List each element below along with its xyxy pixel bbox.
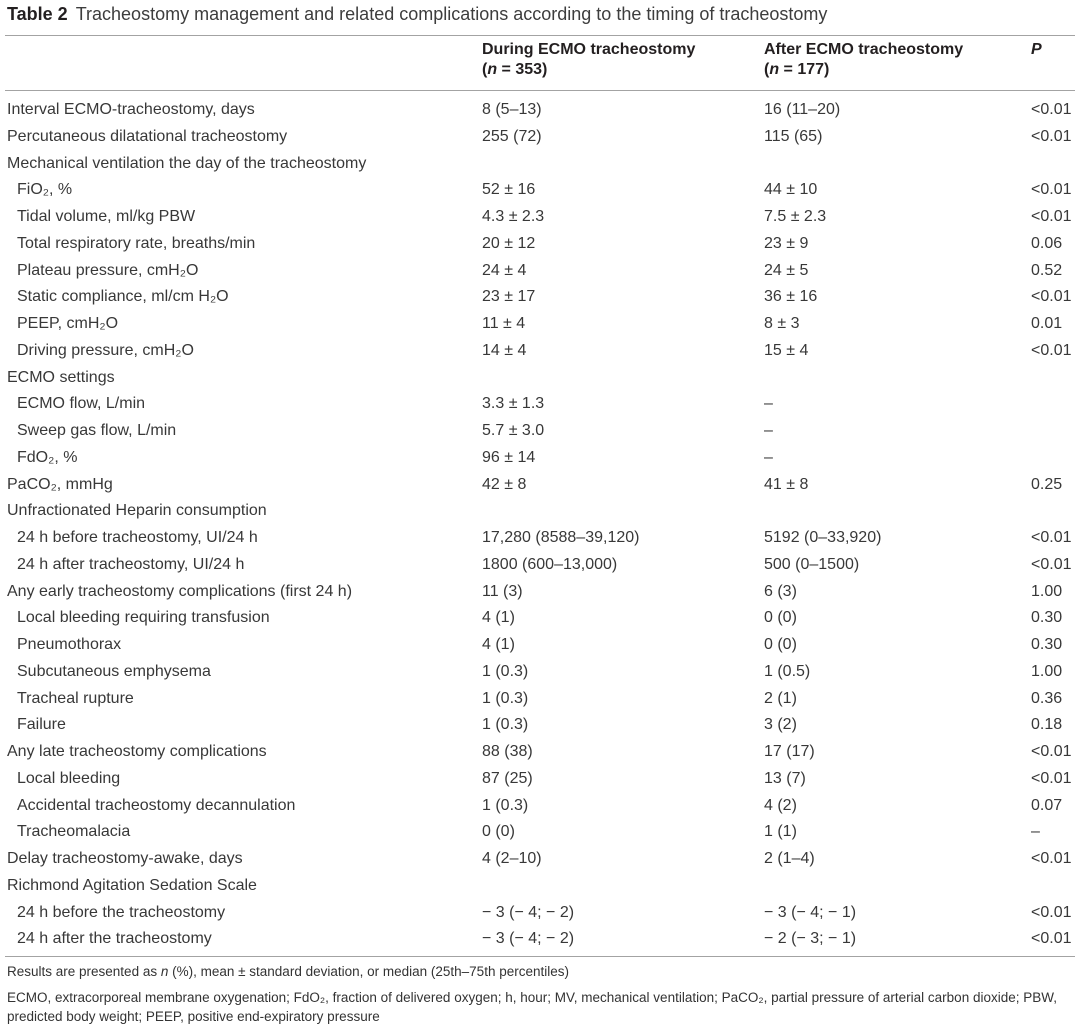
value-after-ecmo: 2 (1–4) — [764, 850, 815, 867]
row-label: Any early tracheostomy complications (first 24 h) — [7, 582, 353, 600]
row-label: Local bleeding requiring transfusion — [17, 609, 270, 627]
p-value: 1.00 — [1031, 662, 1063, 680]
value-after-ecmo — [764, 151, 1031, 178]
table-caption — [7, 0, 827, 28]
value-after-ecmo: 7.5 ± 2.3 — [764, 208, 827, 225]
table-subrow — [7, 418, 1073, 445]
header-variable-column — [7, 40, 482, 80]
row-label: Total respiratory rate, breaths/min — [17, 234, 256, 252]
row-label: Subcutaneous emphysema — [17, 662, 211, 680]
row-label: Accidental tracheostomy decannulation — [17, 796, 296, 814]
value-after-ecmo: 2 (1) — [764, 689, 797, 707]
value-during-ecmo: 11 (3) — [482, 582, 523, 600]
p-value — [1031, 418, 1073, 445]
row-label: 24 h after tracheostomy, UI/24 h — [17, 555, 245, 573]
row-label: Tracheal rupture — [17, 689, 134, 707]
row-label: Unfractionated Heparin consumption — [7, 502, 267, 520]
table-row — [7, 579, 1073, 606]
value-after-ecmo: 23 ± 9 — [764, 234, 809, 252]
footnote-abbreviations: ECMO, extracorporeal membrane oxygenation; FdO₂, fraction of delivered oxygen; h, hour; MV, mechanical ventilation; PaCO₂, partial pressure of arterial carbon dioxide; PBW, predicted body weight; PEEP, positive end-expiratory pressure — [7, 990, 1057, 1024]
value-after-ecmo: 5192 (0–33,920) — [764, 529, 882, 546]
p-value: <0.01 — [1031, 529, 1072, 546]
row-label: Sweep gas flow, L/min — [17, 422, 177, 439]
value-during-ecmo: 20 ± 12 — [482, 234, 536, 252]
p-value: 0.06 — [1031, 234, 1063, 252]
value-during-ecmo: 11 ± 4 — [482, 315, 526, 332]
value-during-ecmo: 1800 (600–13,000) — [482, 555, 618, 573]
table-subrow — [7, 632, 1073, 659]
value-during-ecmo — [482, 151, 764, 178]
table-row — [7, 472, 1073, 499]
row-label: Tidal volume, ml/kg PBW — [17, 208, 196, 225]
row-label: Plateau pressure, cmH₂O — [17, 261, 199, 279]
table-subrow — [7, 204, 1073, 231]
row-label: Local bleeding — [17, 769, 121, 787]
value-during-ecmo: 1 (0.3) — [482, 662, 529, 680]
value-during-ecmo — [482, 498, 764, 525]
table-section-row — [7, 498, 1073, 525]
footnote-presentation-symbol: n — [160, 964, 169, 979]
row-label: Richmond Agitation Sedation Scale — [7, 876, 257, 894]
value-after-ecmo: 115 (65) — [764, 127, 823, 145]
value-during-ecmo: 4 (1) — [482, 636, 515, 653]
p-value — [1031, 151, 1073, 178]
row-label: Tracheomalacia — [17, 823, 131, 841]
value-after-ecmo: – — [764, 448, 773, 466]
p-value: 0.01 — [1031, 315, 1063, 332]
table-subrow — [7, 391, 1073, 418]
sample-size-count: = 177) — [779, 61, 830, 78]
p-value: <0.01 — [1031, 555, 1072, 573]
header-after-ecmo — [764, 40, 1031, 80]
table-row — [7, 739, 1073, 766]
value-during-ecmo: 3.3 ± 1.3 — [482, 395, 545, 413]
p-value: <0.01 — [1031, 208, 1072, 225]
value-after-ecmo: 44 ± 10 — [764, 181, 818, 199]
value-during-ecmo: 255 (72) — [482, 127, 542, 145]
value-during-ecmo: 52 ± 16 — [482, 181, 536, 199]
p-value: <0.01 — [1031, 930, 1072, 948]
value-after-ecmo: 500 (0–1500) — [764, 555, 860, 573]
table-header-row — [7, 40, 1073, 80]
value-after-ecmo: – — [764, 422, 773, 439]
value-during-ecmo: 88 (38) — [482, 743, 533, 760]
table-subrow — [7, 900, 1073, 927]
value-after-ecmo: − 3 (− 4; − 1) — [764, 903, 857, 921]
table-subrow — [7, 284, 1073, 311]
value-after-ecmo: 13 (7) — [764, 769, 806, 787]
value-during-ecmo: 8 (5–13) — [482, 101, 542, 118]
table-subrow — [7, 338, 1073, 365]
row-label: Percutaneous dilatational tracheostomy — [7, 127, 288, 145]
p-value — [1031, 391, 1073, 418]
table-subrow — [7, 766, 1073, 793]
value-after-ecmo: 6 (3) — [764, 582, 797, 600]
row-label: Driving pressure, cmH₂O — [17, 341, 194, 359]
value-after-ecmo: 0 (0) — [764, 636, 797, 653]
row-label: ECMO settings — [7, 368, 115, 386]
value-during-ecmo: 42 ± 8 — [482, 475, 527, 493]
value-after-ecmo: 1 (1) — [764, 823, 797, 841]
table-subrow — [7, 525, 1073, 552]
p-value: <0.01 — [1031, 903, 1072, 921]
table-subrow — [7, 605, 1073, 632]
p-value: 1.00 — [1031, 582, 1063, 600]
row-label: Delay tracheostomy-awake, days — [7, 850, 243, 867]
table-subrow — [7, 445, 1073, 472]
value-after-ecmo: 4 (2) — [764, 796, 797, 814]
table-section-row — [7, 365, 1073, 392]
value-during-ecmo: 5.7 ± 3.0 — [482, 422, 545, 439]
table-row — [7, 846, 1073, 873]
sample-size-prefix: ( — [764, 61, 770, 78]
p-value: <0.01 — [1031, 769, 1072, 787]
header-during-ecmo-title: During ECMO tracheostomy — [482, 41, 696, 58]
value-after-ecmo: 17 (17) — [764, 743, 815, 760]
row-label: PEEP, cmH₂O — [17, 315, 119, 332]
p-value — [1031, 498, 1073, 525]
table-number: Table 2 — [7, 4, 68, 24]
value-during-ecmo: 4 (2–10) — [482, 850, 542, 867]
header-after-ecmo-title: After ECMO tracheostomy — [764, 41, 964, 58]
row-label: PaCO₂, mmHg — [7, 475, 113, 493]
value-during-ecmo: 23 ± 17 — [482, 288, 536, 306]
value-during-ecmo: − 3 (− 4; − 2) — [482, 930, 575, 948]
value-during-ecmo — [482, 365, 764, 392]
sample-size-symbol: n — [769, 61, 780, 78]
value-during-ecmo: 1 (0.3) — [482, 716, 529, 734]
p-value — [1031, 445, 1073, 472]
value-after-ecmo: 16 (11–20) — [764, 101, 841, 118]
value-after-ecmo: 36 ± 16 — [764, 288, 818, 306]
table-row — [7, 124, 1073, 151]
value-during-ecmo: 1 (0.3) — [482, 689, 529, 707]
value-after-ecmo: 24 ± 5 — [764, 261, 809, 279]
value-during-ecmo — [482, 873, 764, 900]
table-subrow — [7, 659, 1073, 686]
value-during-ecmo: 0 (0) — [482, 823, 515, 841]
value-after-ecmo: 15 ± 4 — [764, 341, 809, 359]
value-after-ecmo — [764, 498, 1031, 525]
value-after-ecmo: − 2 (− 3; − 1) — [764, 930, 857, 948]
caption-divider — [5, 35, 1075, 36]
table-subrow — [7, 712, 1073, 739]
row-label: 24 h before the tracheostomy — [17, 903, 226, 921]
table-subrow — [7, 258, 1073, 285]
p-value: 0.07 — [1031, 796, 1063, 814]
footnote-presentation — [7, 963, 1073, 981]
table-subrow — [7, 793, 1073, 820]
sample-size-symbol: n — [487, 61, 498, 78]
value-during-ecmo: 1 (0.3) — [482, 796, 529, 814]
row-label: Any late tracheostomy complications — [7, 743, 267, 760]
p-value: <0.01 — [1031, 743, 1072, 760]
row-label: Failure — [17, 716, 66, 734]
p-value: 0.30 — [1031, 636, 1063, 653]
value-during-ecmo: − 3 (− 4; − 2) — [482, 903, 575, 921]
row-label: Interval ECMO-tracheostomy, days — [7, 101, 255, 118]
table-subrow — [7, 819, 1073, 846]
sample-size-count: = 353) — [497, 61, 548, 78]
row-label: 24 h before tracheostomy, UI/24 h — [17, 529, 258, 546]
row-label: ECMO flow, L/min — [17, 395, 146, 413]
p-value: 0.30 — [1031, 609, 1063, 627]
header-during-ecmo — [482, 40, 764, 80]
p-value — [1031, 873, 1073, 900]
value-after-ecmo: 3 (2) — [764, 716, 797, 734]
table-title: Tracheostomy management and related complications according to the timing of tracheostomy — [75, 4, 828, 24]
value-during-ecmo: 4.3 ± 2.3 — [482, 208, 545, 225]
value-after-ecmo — [764, 873, 1031, 900]
row-label: FiO₂, % — [17, 181, 73, 199]
table-subrow — [7, 231, 1073, 258]
p-value: <0.01 — [1031, 127, 1072, 145]
value-after-ecmo: 8 ± 3 — [764, 315, 800, 332]
value-after-ecmo — [764, 365, 1031, 392]
value-during-ecmo: 87 (25) — [482, 769, 533, 787]
p-value: <0.01 — [1031, 181, 1072, 199]
value-after-ecmo: 1 (0.5) — [764, 662, 811, 680]
p-value: 0.52 — [1031, 261, 1063, 279]
footnote-presentation-text: Results are presented as — [7, 964, 161, 979]
p-value — [1031, 365, 1073, 392]
row-label: Pneumothorax — [17, 636, 122, 653]
value-during-ecmo: 14 ± 4 — [482, 341, 527, 359]
header-during-ecmo-sample-size — [482, 60, 764, 80]
p-value: 0.36 — [1031, 689, 1063, 707]
table-subrow — [7, 686, 1073, 713]
row-label: 24 h after the tracheostomy — [17, 930, 212, 948]
value-during-ecmo: 17,280 (8588–39,120) — [482, 529, 640, 546]
table-subrow — [7, 926, 1073, 953]
value-during-ecmo: 24 ± 4 — [482, 261, 527, 279]
table-bottom-divider — [5, 956, 1075, 957]
value-after-ecmo: 41 ± 8 — [764, 475, 809, 493]
p-value: <0.01 — [1031, 850, 1072, 867]
row-label: Mechanical ventilation the day of the tracheostomy — [7, 154, 367, 172]
table-section-row — [7, 873, 1073, 900]
value-during-ecmo: 4 (1) — [482, 609, 515, 627]
table-body — [7, 97, 1073, 953]
table-row — [7, 97, 1073, 124]
table-subrow — [7, 177, 1073, 204]
row-label: FdO₂, % — [17, 448, 78, 466]
table-subrow — [7, 552, 1073, 579]
p-value: <0.01 — [1031, 341, 1072, 359]
row-label: Static compliance, ml/cm H₂O — [17, 288, 229, 306]
table-subrow — [7, 311, 1073, 338]
footnote-presentation-text-end: (%), mean ± standard deviation, or median (25th–75th percentiles) — [168, 964, 569, 979]
header-divider — [5, 90, 1075, 91]
p-value: <0.01 — [1031, 101, 1072, 118]
header-after-ecmo-sample-size — [764, 60, 1031, 80]
p-value: 0.18 — [1031, 716, 1063, 734]
value-after-ecmo: – — [764, 395, 773, 413]
p-value: – — [1031, 823, 1040, 841]
header-p-value: P — [1031, 41, 1042, 58]
value-after-ecmo: 0 (0) — [764, 609, 797, 627]
value-during-ecmo: 96 ± 14 — [482, 448, 536, 466]
p-value: <0.01 — [1031, 288, 1072, 306]
sample-size-prefix: ( — [482, 61, 488, 78]
p-value: 0.25 — [1031, 475, 1063, 493]
table-section-row — [7, 151, 1073, 178]
